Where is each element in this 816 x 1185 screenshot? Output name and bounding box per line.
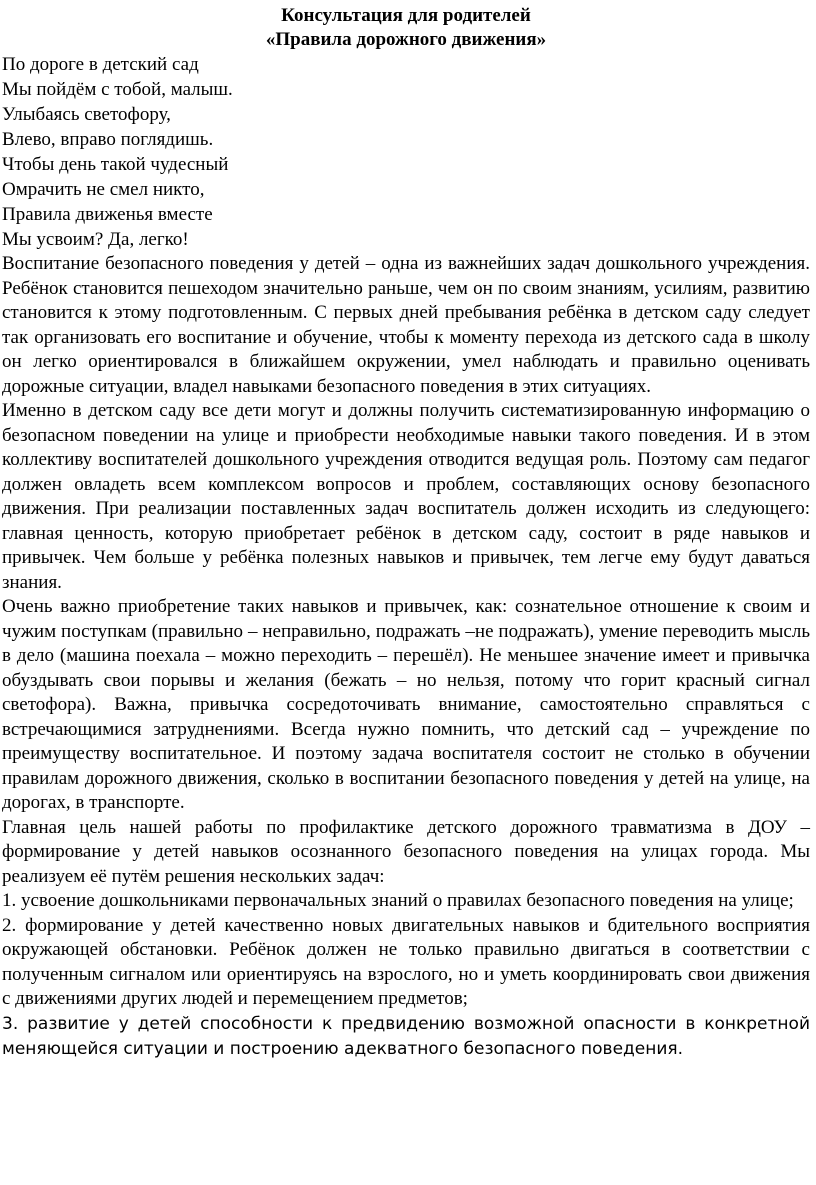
poem-line: Правила движенья вместе — [2, 204, 213, 225]
poem — [2, 52, 810, 252]
title-line-2: «Правила дорожного движения» — [265, 29, 547, 50]
task-item-1: 1. усвоение дошкольниками первоначальных знаний о правилах безопасного поведения на улице; — [2, 890, 794, 911]
paragraph-habits: Очень важно приобретение таких навыков и привычек, как: сознательное отношение к своим и чужим поступкам (правильно – неправильно, подражать –не подражать), умение переводить мысль в дело (машина поехала – можно переходить – перешёл). Не меньшее значение имеет и привычка обуздывать свои порывы и желания (бежать – но нельзя, потому что горит красный сигнал светофора). Важна, привычка сосредоточивать внимание, самостоятельно справляться с встречающимися затруднениями. Всегда нужно помнить, что детский сад – учреждение по преимуществу воспитательное. И поэтому задача воспитателя состоит не столько в обучении правилам дорожного движения, сколько в воспитании безопасного поведения у детей на улице, на дорогах, в транспорте. — [2, 596, 810, 813]
poem-line: Чтобы день такой чудесный — [2, 154, 229, 175]
poem-line: Влево, вправо поглядишь. — [2, 129, 214, 150]
title-line-1: Консультация для родителей — [281, 5, 531, 26]
poem-line: Улыбаясь светофору, — [2, 104, 171, 125]
document-body — [2, 252, 810, 1062]
paragraph-intro: Воспитание безопасного поведения у детей – одна из важнейших задач дошкольного учреждения. Ребёнок становится пешеходом значительно раньше, чем он по своим знаниям, усилиям, развитию становится к этому подготовленным. С первых дней пребывания ребёнка в детском саду следует так организовать его воспитание и обучение, чтобы к моменту перехода из детского сада в школу он легко ориентировался в ближайшем окружении, умел наблюдать и правильно оценивать дорожные ситуации, владел навыками безопасного поведения в этих ситуациях. — [2, 253, 810, 397]
poem-line: Мы усвоим? Да, легко! — [2, 229, 189, 250]
poem-line: Мы пойдём с тобой, малыш. — [2, 79, 233, 100]
task-item-2: 2. формирование у детей качественно новых двигательных навыков и бдительного восприятия окружающей обстановки. Ребёнок должен не только правильно двигаться в соответствии с полученным сигналом или ориентируясь на взрослого, но и уметь координировать свои движения с движениями других людей и перемещением предметов; — [2, 914, 810, 1009]
paragraph-kindergarten: Именно в детском саду все дети могут и должны получить систематизированную информацию о безопасном поведении на улице и приобрести необходимые навыки такого поведения. И в этом коллективу воспитателей дошкольного учреждения отводится ведущая роль. Поэтому сам педагог должен овладеть всем комплексом вопросов и проблем, составляющих основу безопасного движения. При реализации поставленных задач воспитатель должен исходить из следующего: главная ценность, которую приобретает ребёнок в детском саду, состоит в ряде навыков и привычек. Чем больше у ребёнка полезных навыков и привычек, тем легче ему будут даваться знания. — [2, 400, 810, 593]
task-item-3: 3. развитие у детей способности к предвидению возможной опасности в конкретной меняющейся ситуации и построению адекватного безопасного поведения. — [2, 1013, 810, 1059]
poem-line: По дороге в детский сад — [2, 54, 199, 75]
document-title — [2, 4, 810, 52]
poem-line: Омрачить не смел никто, — [2, 179, 205, 200]
paragraph-main-goal: Главная цель нашей работы по профилактике детского дорожного травматизма в ДОУ – формирование у детей навыков осознанного безопасного поведения на улицах города. Мы реализуем её путём решения нескольких задач: — [2, 816, 810, 887]
